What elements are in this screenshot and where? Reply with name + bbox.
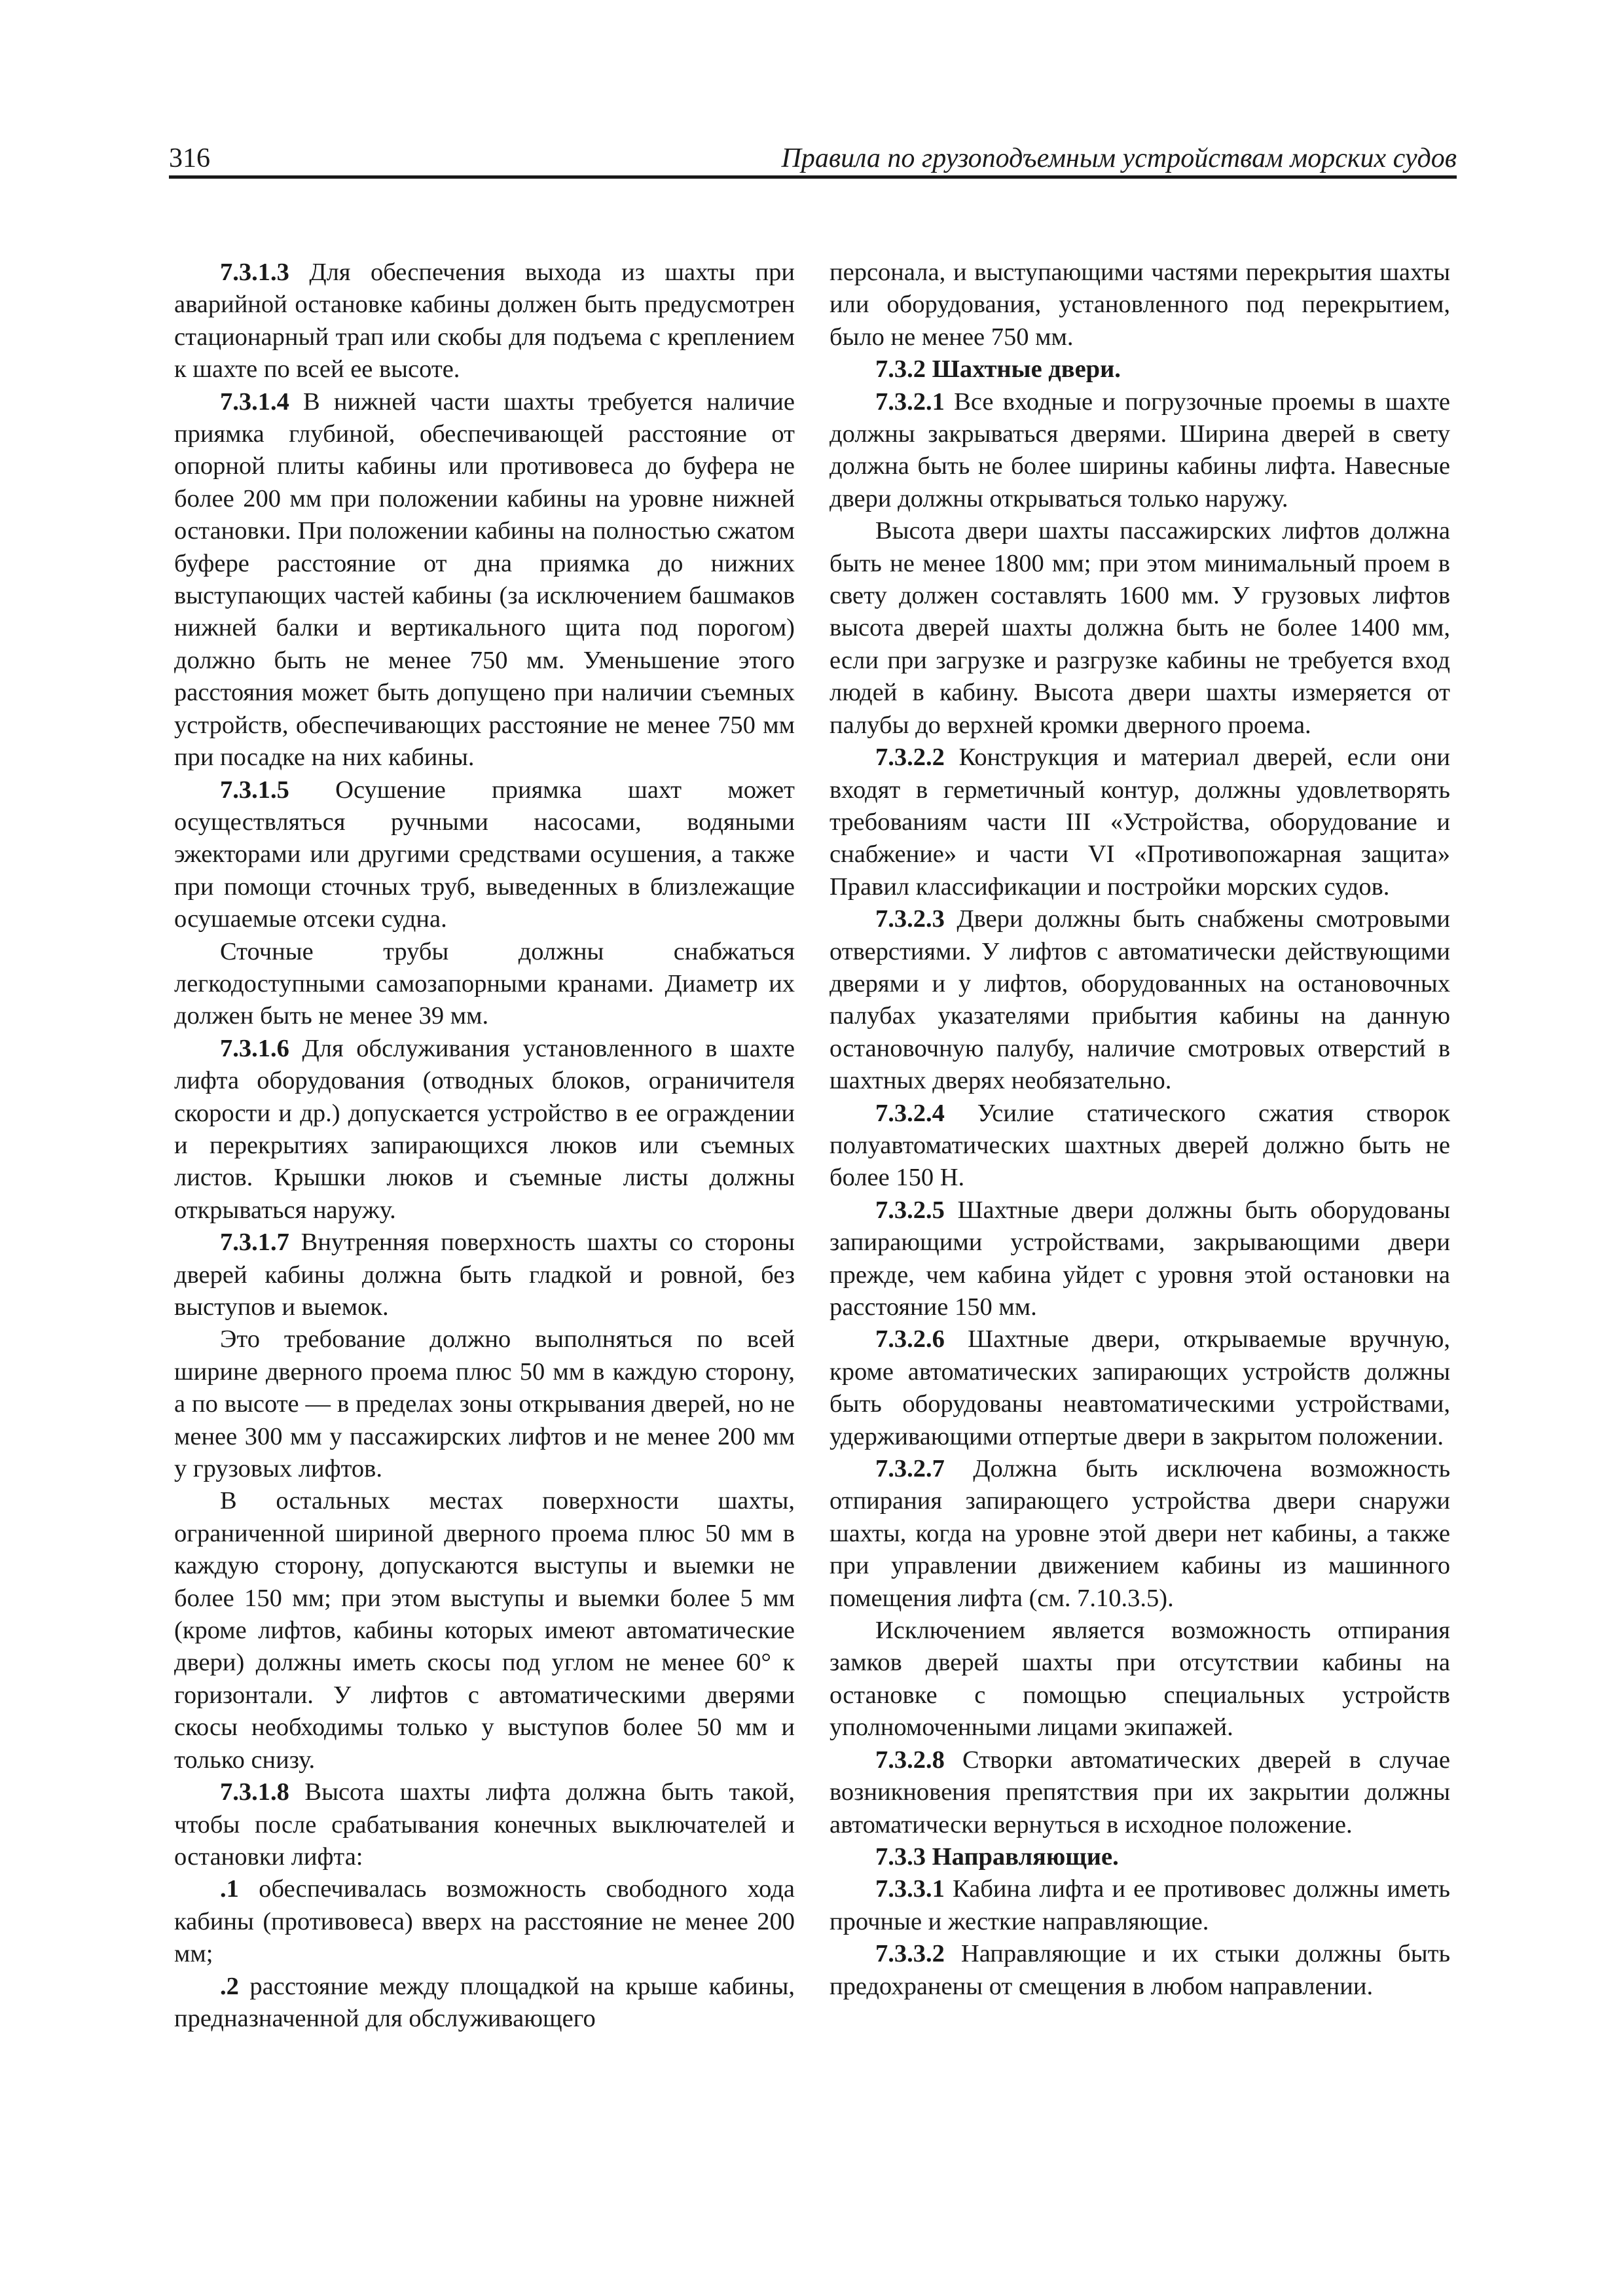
paragraph-text: Для обслуживания установленного в шахте лифта оборудования (отводных блоков, ограничителя скорости и др.) допускается устройство в ее ограждении и перекрытиях запирающихся люков или съемных листов. Крышки люков и съемные листы должны открываться наружу. <box>174 1034 795 1224</box>
paragraph-number: 7.3.2.2 <box>875 744 945 772</box>
paragraph-text: В остальных местах поверхности шахты, ограниченной шириной дверного проема плюс 50 мм в каждую сторону, допускаются выступы и выемки не более 150 мм; при этом выступы и выемки более 5 мм (кроме лифтов, кабины которых имеют автоматические двери) должны иметь скосы под углом не менее 60° к горизонтали. У лифтов с автоматическими дверями скосы необходимы только у выступов более 50 мм и только снизу. <box>174 1487 795 1774</box>
paragraph-text: Шахтные двери, открываемые вручную, кроме автоматических запирающих устройств должны быть оборудованы неавтоматическими устройствами, удерживающими отпертые двери в закрытом положении. <box>830 1325 1450 1450</box>
paragraph-number: 7.3.1.4 <box>220 387 289 416</box>
paragraph-text: Внутренняя поверхность шахты со стороны дверей кабины должна быть гладкой и ровной, без выступов и выемок. <box>174 1229 795 1321</box>
paragraph-number: 7.3.2.1 <box>875 387 945 416</box>
paragraph-7-3-1-4 <box>174 386 795 774</box>
paragraph-number: 7.3.1.3 <box>220 259 289 286</box>
paragraph-7-3-3-1 <box>830 1873 1450 1938</box>
paragraph-7-3-1-5 <box>174 774 795 936</box>
paragraph-7-3-2-6 <box>830 1323 1450 1453</box>
paragraph-text: Сточные трубы должны снабжаться легкодоступными самозапорными кранами. Диаметр их должен быть не менее 39 мм. <box>174 937 795 1030</box>
header-rule <box>169 175 1457 179</box>
paragraph-number: 7.3.2.4 <box>875 1099 945 1127</box>
paragraph-requirement <box>174 1323 795 1485</box>
paragraph-continued <box>830 257 1450 353</box>
list-item-number: .1 <box>220 1875 239 1903</box>
paragraph-7-3-3-2 <box>830 1938 1450 2003</box>
paragraph-7-3-2-1 <box>830 386 1450 516</box>
left-column <box>174 257 795 2035</box>
paragraph-7-3-1-6 <box>174 1033 795 1227</box>
paragraph-number: 7.3.1.8 <box>220 1778 289 1806</box>
list-item-text: расстояние между площадкой на крыше кабины, предназначенной для обслуживающего <box>174 1972 795 2032</box>
paragraph-7-3-2-3 <box>830 903 1450 1097</box>
paragraph-number: 7.3.2.6 <box>875 1325 945 1354</box>
paragraph-7-3-1-7 <box>174 1227 795 1323</box>
paragraph-text: персонала, и выступающими частями перекрытия шахты или оборудования, установленного под перекрытием, было не менее 750 мм. <box>830 259 1450 351</box>
paragraph-text: Для обеспечения выхода из шахты при аварийной остановке кабины должен быть предусмотрен стационарный трап или скобы для подъема с креплением к шахте по всей ее высоте. <box>174 259 795 384</box>
paragraph-text: Это требование должно выполняться по всей ширине дверного проема плюс 50 мм в каждую сторону, а по высоте — в пределах зоны открывания дверей, но не менее 300 мм у пассажирских лифтов и не менее 200 мм у грузовых лифтов. <box>174 1325 795 1483</box>
paragraph-number: 7.3.1.7 <box>220 1229 289 1257</box>
right-column <box>830 257 1450 2003</box>
paragraph-text: Высота двери шахты пассажирских лифтов должна быть не менее 1800 мм; при этом минимальный проем в свету должен составлять 1600 мм. У грузовых лифтов высота дверей шахты должна быть не более 1400 мм, если при загрузке и разгрузке кабины не требуется вход людей в кабину. Высота двери шахты измеряется от палубы до верхней кромки дверного проема. <box>830 517 1450 739</box>
paragraph-number: 7.3.2.3 <box>875 905 945 933</box>
running-title: Правила по грузоподъемным устройствам морских судов <box>781 143 1457 173</box>
paragraph-7-3-2-8 <box>830 1744 1450 1841</box>
paragraph-number: 7.3.3.1 <box>875 1875 945 1903</box>
paragraph-number: 7.3.1.6 <box>220 1034 289 1062</box>
paragraph-text: Створки автоматических дверей в случае возникновения препятствия при их закрытии должны автоматически вернуться в исходное положение. <box>830 1746 1450 1839</box>
paragraph-text: Все входные и погрузочные проемы в шахте должны закрываться дверями. Ширина дверей в свету должна быть не более ширины кабины лифта. Навесные двери должны открываться только наружу. <box>830 387 1450 512</box>
page-number: 316 <box>169 143 210 173</box>
paragraph-7-3-2-4 <box>830 1098 1450 1194</box>
paragraph-number: 7.3.2.8 <box>875 1746 945 1774</box>
list-item-1 <box>174 1873 795 1970</box>
paragraph-7-3-1-3 <box>174 257 795 386</box>
paragraph-number: 7.3.2.5 <box>875 1196 945 1224</box>
paragraph-7-3-2-2 <box>830 742 1450 903</box>
paragraph-number: 7.3.3.2 <box>875 1940 945 1968</box>
section-heading-7-3-3: 7.3.3 Направляющие. <box>875 1842 1119 1871</box>
paragraph-7-3-1-8 <box>174 1776 795 1873</box>
paragraph-other-places <box>174 1485 795 1776</box>
paragraph-text: Осушение приямка шахт может осуществляться ручными насосами, водяными эжекторами или другими средствами осушения, а также при помощи сточных труб, выведенных в близлежащие осушаемые отсеки судна. <box>174 776 795 933</box>
paragraph-drain-pipes <box>174 936 795 1033</box>
paragraph-text: В нижней части шахты требуется наличие приямка глубиной, обеспечивающей расстояние от опорной плиты кабины или противовеса до буфера не более 200 мм при положении кабины на уровне нижней остановки. При положении кабины на полностью сжатом буфере расстояние от дна приямка до нижних выступающих частей кабины (за исключением башмаков нижней балки и вертикального щита под порогом) должно быть не менее 750 мм. Уменьшение этого расстояния может быть допущено при наличии съемных устройств, обеспечивающих расстояние не менее 750 мм при посадке на них кабины. <box>174 387 795 772</box>
paragraph-text: Направляющие и их стыки должны быть предохранены от смещения в любом направлении. <box>830 1940 1450 2000</box>
paragraph-text: Высота шахты лифта должна быть такой, чтобы после срабатывания конечных выключателей и остановки лифта: <box>174 1778 795 1871</box>
paragraph-number: 7.3.1.5 <box>220 776 289 804</box>
paragraph-7-3-2-5 <box>830 1194 1450 1324</box>
paragraph-number: 7.3.2.7 <box>875 1455 945 1483</box>
paragraph-door-height <box>830 515 1450 742</box>
list-item-number: .2 <box>220 1972 239 2000</box>
paragraph-exception <box>830 1615 1450 1744</box>
list-item-text: обеспечивалась возможность свободного хода кабины (противовеса) вверх на расстояние не менее 200 мм; <box>174 1875 795 1968</box>
paragraph-text: Шахтные двери должны быть оборудованы запирающими устройствами, закрывающими двери прежде, чем кабина уйдет с уровня этой остановки на расстояние 150 мм. <box>830 1196 1450 1321</box>
section-heading-7-3-2: 7.3.2 Шахтные двери. <box>875 355 1121 384</box>
paragraph-text: Конструкция и материал дверей, если они входят в герметичный контур, должны удовлетворять требованиям части III «Устройства, оборудование и снабжение» и части VI «Противопожарная защита» Правил классификации и постройки морских судов. <box>830 744 1450 901</box>
paragraph-7-3-2-7 <box>830 1453 1450 1615</box>
paragraph-text: Должна быть исключена возможность отпирания запирающего устройства двери снаружи шахты, когда на уровне этой двери нет кабины, а также при управлении движением кабины из машинного помещения лифта (см. 7.10.3.5). <box>830 1455 1450 1612</box>
paragraph-text: Кабина лифта и ее противовес должны иметь прочные и жесткие направляющие. <box>830 1875 1450 1935</box>
paragraph-text: Двери должны быть снабжены смотровыми отверстиями. У лифтов с автоматически действующими дверями и у лифтов, оборудованных на остановочных палубах указателями прибытия кабины на данную остановочную палубу, наличие смотровых отверстий в шахтных дверях необязательно. <box>830 905 1450 1095</box>
paragraph-text: Усилие статического сжатия створок полуавтоматических шахтных дверей должно быть не более 150 Н. <box>830 1099 1450 1192</box>
list-item-2 <box>174 1971 795 2036</box>
paragraph-text: Исключением является возможность отпирания замков дверей шахты при отсутствии кабины на остановке с помощью специальных устройств уполномоченными лицами экипажей. <box>830 1617 1450 1742</box>
